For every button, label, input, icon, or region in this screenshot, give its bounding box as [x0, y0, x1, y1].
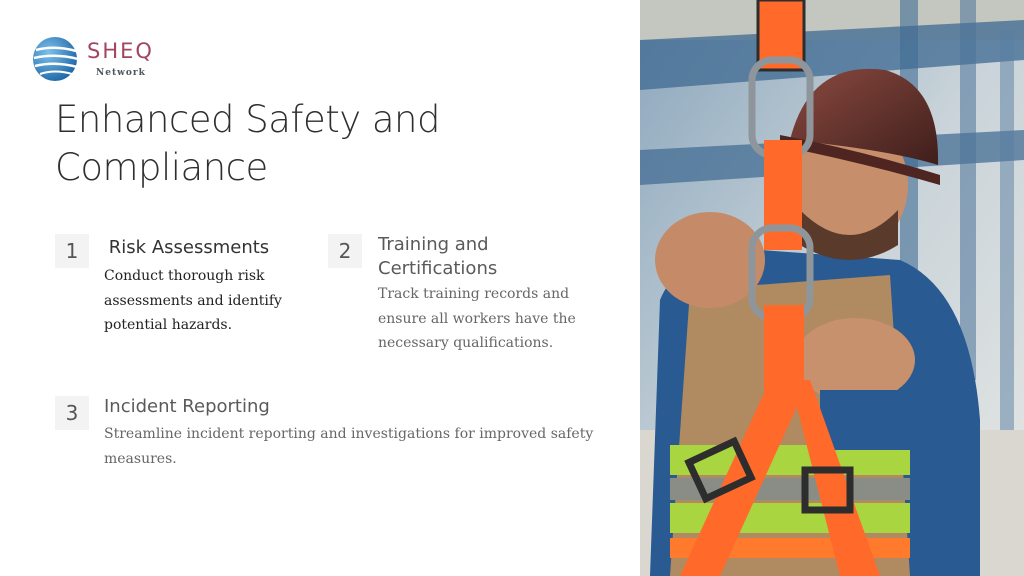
item-description-risk-assessments: Conduct thorough risk assessments and identify potential hazards.: [104, 268, 282, 333]
item-number-3: 3: [55, 396, 89, 430]
sheq-logo: [32, 34, 172, 84]
item-title-incident-reporting: Incident Reporting: [104, 396, 270, 417]
globe-icon: [32, 36, 78, 82]
item-title-training: Training and Certifications: [378, 234, 498, 279]
logo-subtitle: Network: [96, 68, 146, 78]
page-title: Enhanced Safety and Compliance: [55, 98, 440, 189]
item-description-training: Track training records and ensure all workers have the necessary qualifications.: [378, 286, 576, 351]
item-number-1: 1: [55, 234, 89, 268]
item-description-incident-reporting: Streamline incident reporting and investigations for improved safety measures.: [104, 426, 594, 467]
photo-illustration: [640, 0, 1024, 576]
item-number-2: 2: [328, 234, 362, 268]
worker-harness-photo: [640, 0, 1024, 576]
logo-name: SHEQ: [87, 39, 154, 63]
item-title-risk-assessments: Risk Assessments: [108, 237, 270, 258]
